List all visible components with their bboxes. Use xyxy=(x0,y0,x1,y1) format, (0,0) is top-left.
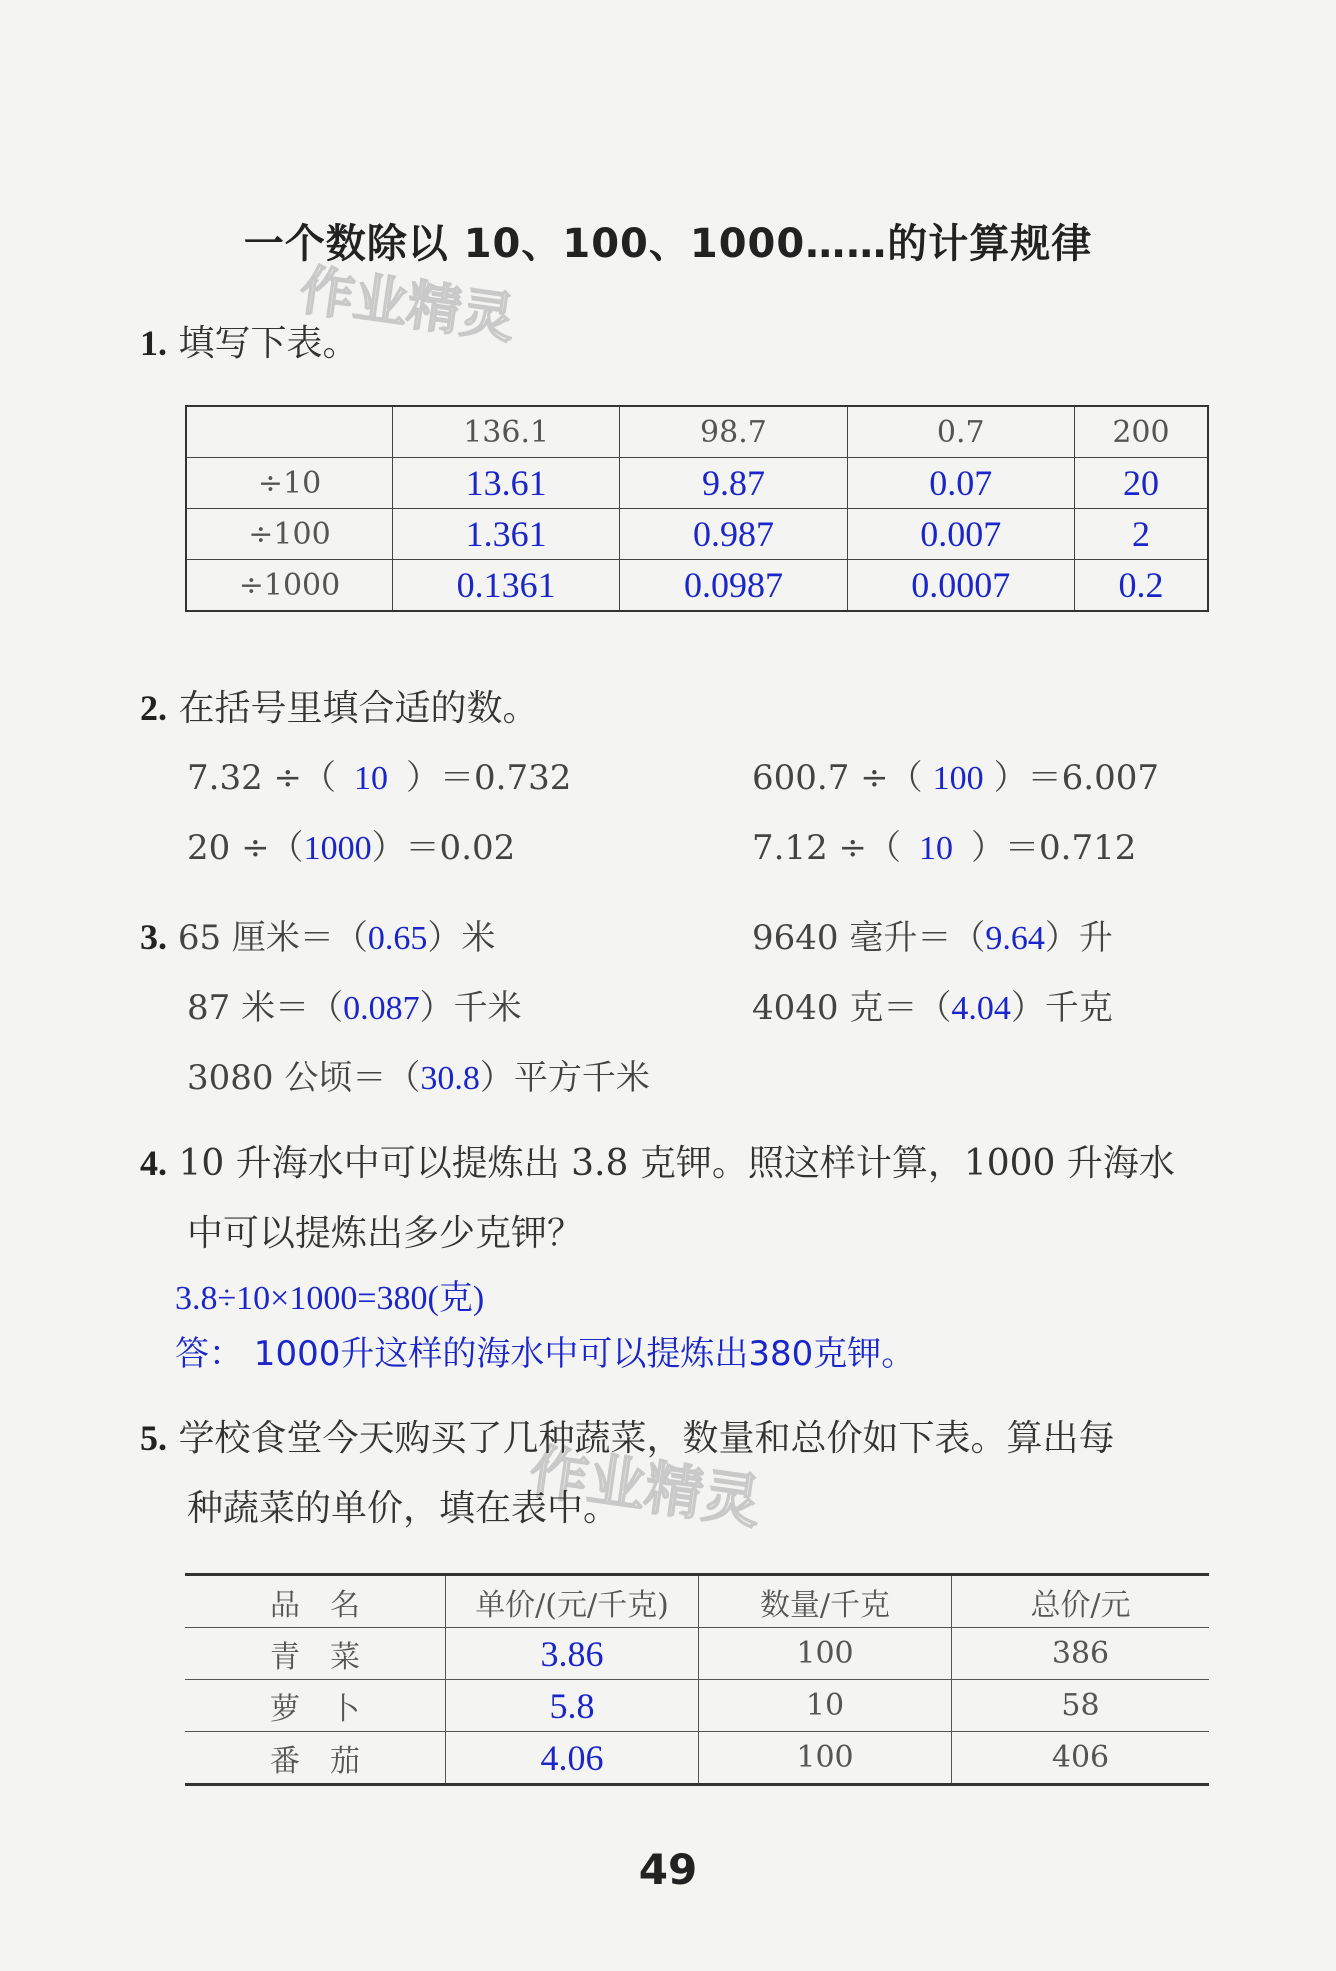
answer-cell: 0.07 xyxy=(847,458,1074,509)
item-suffix: ）＝6.007 xyxy=(993,758,1159,798)
table-header-cell: 总价/元 xyxy=(952,1575,1210,1628)
item-suffix: ）＝0.02 xyxy=(371,828,516,868)
item-prefix: 3080 公顷＝（ xyxy=(187,1058,421,1098)
vegetable-name: 番 茄 xyxy=(185,1732,446,1785)
item-suffix: ）＝0.732 xyxy=(406,758,572,798)
question-1 xyxy=(140,315,358,366)
row-label: ÷1000 xyxy=(186,560,393,612)
answer-cell: 4.06 xyxy=(446,1732,699,1785)
fill-item xyxy=(752,750,1159,799)
answer: 100 xyxy=(932,760,984,797)
table-header-cell xyxy=(186,406,393,458)
item-prefix: 7.32 ÷（ xyxy=(187,758,336,798)
watermark: 作业精灵 xyxy=(296,258,519,351)
fill-item xyxy=(187,980,522,1029)
answer: 0.65 xyxy=(367,920,428,957)
item-prefix: 7.12 ÷（ xyxy=(752,828,901,868)
answer-cell: 2 xyxy=(1074,509,1208,560)
question-number: 1. xyxy=(140,323,167,363)
question-text-line2: 中可以提炼出多少克钾？ xyxy=(187,1213,584,1254)
answer-cell: 1.361 xyxy=(393,509,620,560)
answer-cell: 3.86 xyxy=(446,1628,699,1680)
vegetable-name: 青 菜 xyxy=(185,1628,446,1680)
question-text: 学校食堂今天购买了几种蔬菜，数量和总价如下表。算出每 xyxy=(178,1418,1115,1459)
answer-cell: 0.0007 xyxy=(847,560,1074,612)
total-cell: 386 xyxy=(952,1628,1210,1680)
table-header-cell: 单价/(元/千克) xyxy=(446,1575,699,1628)
question-text: 填写下表。 xyxy=(178,323,359,364)
question-5 xyxy=(140,1410,1114,1461)
answer-cell: 0.1361 xyxy=(393,560,620,612)
answer-cell: 0.987 xyxy=(620,509,847,560)
fill-item xyxy=(187,1050,650,1099)
quantity-cell: 10 xyxy=(699,1680,952,1732)
item-prefix: 4040 克＝（ xyxy=(752,988,952,1028)
answer-calculation: 3.8÷10×1000=380(克) xyxy=(175,1280,485,1317)
question-number: 4. xyxy=(140,1143,167,1183)
table-header-cell: 0.7 xyxy=(847,406,1074,458)
fill-item xyxy=(187,820,515,869)
item-prefix: 20 ÷（ xyxy=(187,828,304,868)
question-2 xyxy=(140,680,538,731)
item-suffix: ）升 xyxy=(1044,918,1113,958)
question-number: 5. xyxy=(140,1418,167,1458)
table-header-cell: 品 名 xyxy=(270,1587,360,1623)
item-prefix: 600.7 ÷（ xyxy=(752,758,923,798)
table-header-row xyxy=(185,1575,1209,1628)
answer-cell: 13.61 xyxy=(393,458,620,509)
item-prefix: 65 厘米＝（ xyxy=(177,918,368,958)
question-text-line2: 种蔬菜的单价，填在表中。 xyxy=(187,1488,620,1529)
fill-item xyxy=(187,750,571,799)
answer-cell: 9.87 xyxy=(620,458,847,509)
answer-cell: 0.0987 xyxy=(620,560,847,612)
item-suffix: ）千克 xyxy=(1010,988,1113,1028)
answer: 1000 xyxy=(303,830,372,867)
answer: 10 xyxy=(354,760,388,797)
answer: 0.087 xyxy=(343,990,420,1027)
quantity-cell: 100 xyxy=(699,1628,952,1680)
fill-item xyxy=(752,980,1113,1029)
question-text: 在括号里填合适的数。 xyxy=(178,688,539,729)
vegetable-price-table xyxy=(185,1573,1209,1786)
answer-cell: 0.007 xyxy=(847,509,1074,560)
total-cell: 58 xyxy=(952,1680,1210,1732)
item-suffix: ）米 xyxy=(427,918,496,958)
answer: 10 xyxy=(919,830,953,867)
question-number: 3. xyxy=(140,917,167,957)
answer-sentence: 答： 1000升这样的海水中可以提炼出380克钾。 xyxy=(175,1334,916,1374)
total-cell: 406 xyxy=(952,1732,1210,1785)
answer: 4.04 xyxy=(951,990,1011,1027)
answer-cell: 0.2 xyxy=(1074,560,1208,612)
table-header-cell: 136.1 xyxy=(393,406,620,458)
watermark: 作业精灵 xyxy=(525,1437,765,1537)
table-row xyxy=(185,1628,1209,1680)
page-title: 一个数除以 10、100、1000……的计算规律 xyxy=(243,221,1093,267)
answer: 9.64 xyxy=(985,920,1045,957)
table-row xyxy=(186,509,1208,560)
answer: 30.8 xyxy=(420,1060,480,1097)
table-row xyxy=(186,458,1208,509)
table-row xyxy=(185,1680,1209,1732)
item-suffix: ）千米 xyxy=(419,988,522,1028)
answer-cell: 5.8 xyxy=(446,1680,699,1732)
item-prefix: 87 米＝（ xyxy=(187,988,344,1028)
row-label: ÷100 xyxy=(186,509,393,560)
page-number: 49 xyxy=(638,1845,698,1894)
fill-item xyxy=(752,820,1136,869)
question-number: 2. xyxy=(140,688,167,728)
fill-item xyxy=(140,910,495,959)
row-label: ÷10 xyxy=(186,458,393,509)
vegetable-name: 萝 卜 xyxy=(185,1680,446,1732)
division-table xyxy=(185,405,1209,612)
table-header-row xyxy=(186,406,1208,458)
table-header-cell: 98.7 xyxy=(620,406,847,458)
quantity-cell: 100 xyxy=(699,1732,952,1785)
item-suffix: ）平方千米 xyxy=(479,1058,650,1098)
answer-cell: 20 xyxy=(1074,458,1208,509)
question-text: 10 升海水中可以提炼出 3.8 克钾。照这样计算，1000 升海水 xyxy=(178,1143,1175,1184)
table-header-cell: 200 xyxy=(1074,406,1208,458)
fill-item xyxy=(752,910,1113,959)
table-header-cell: 数量/千克 xyxy=(699,1575,952,1628)
question-4 xyxy=(140,1135,1175,1186)
item-suffix: ）＝0.712 xyxy=(971,828,1137,868)
item-prefix: 9640 毫升＝（ xyxy=(752,918,986,958)
table-row xyxy=(185,1732,1209,1785)
table-row xyxy=(186,560,1208,612)
